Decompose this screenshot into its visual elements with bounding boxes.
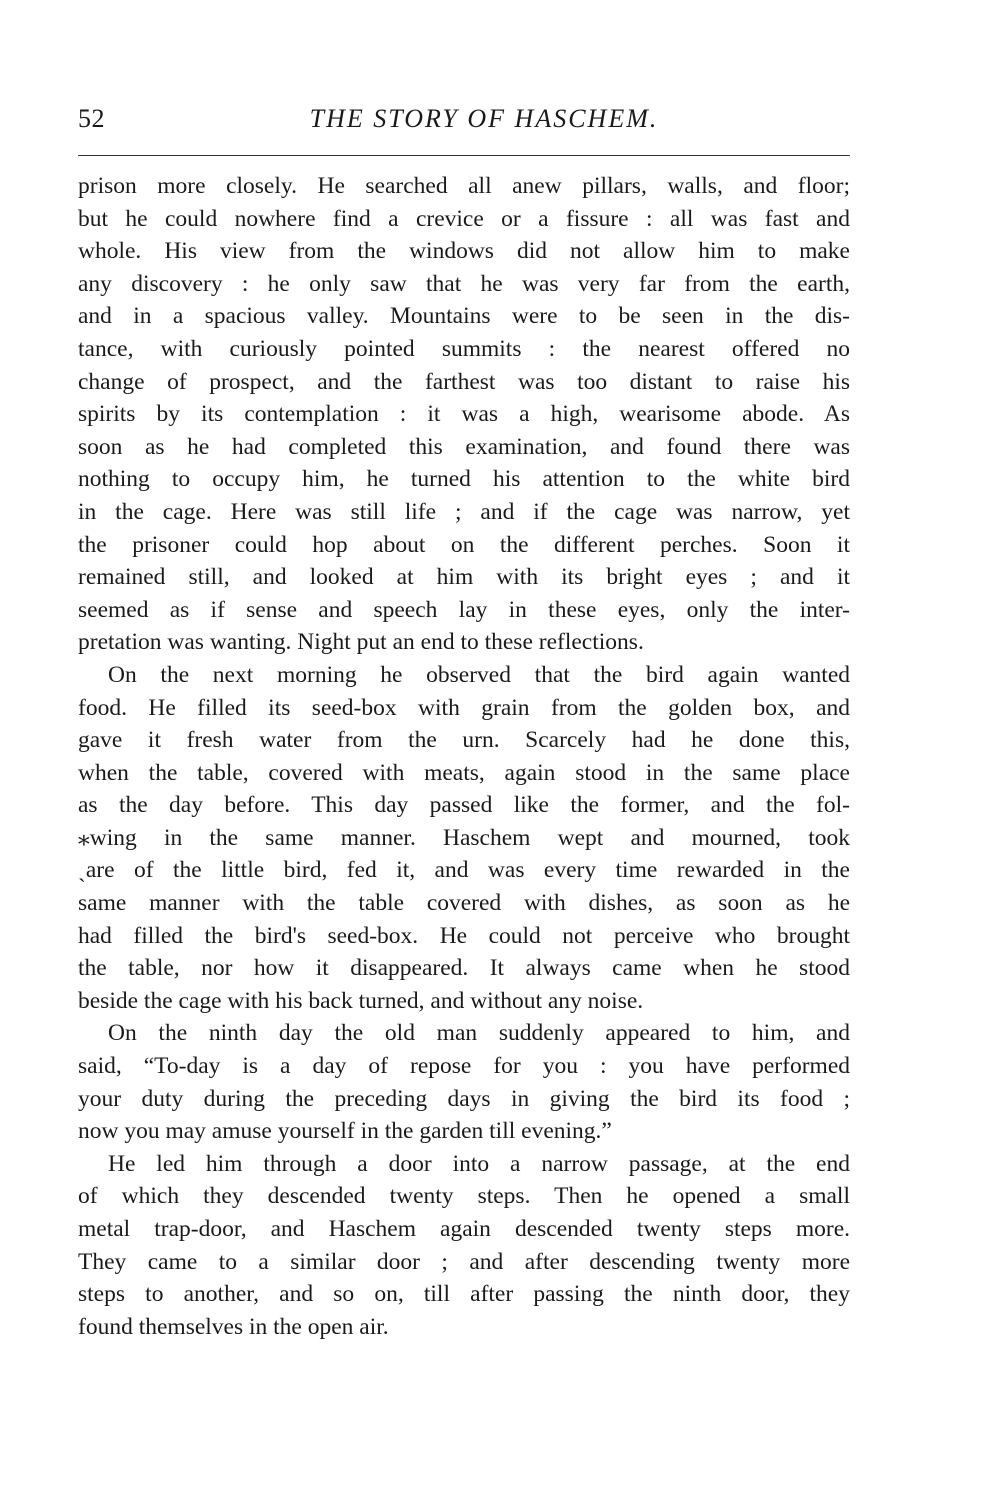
text-line: ⁎wing in the same manner. Haschem wept and mourned, took — [78, 824, 850, 851]
text-line: as the day before. This day passed like the former, and the fol- — [78, 792, 850, 819]
page-header — [78, 100, 850, 140]
text-line: remained still, and looked at him with its bright eyes ; and it — [78, 564, 850, 591]
body-text — [78, 170, 850, 1343]
text-line: prison more closely. He searched all anew pillars, walls, and floor; — [78, 173, 850, 199]
text-line: change of prospect, and the farthest was too distant to raise his — [78, 368, 850, 395]
page-number: 52 — [78, 104, 105, 133]
text-line: He led him through a door into a narrow passage, at the end — [108, 1150, 850, 1177]
text-line: food. He filled its seed-box with grain from the golden box, and — [78, 694, 850, 721]
text-line: beside the cage with his back turned, and without any noise. — [78, 987, 644, 1014]
text-line: seemed as if sense and speech lay in these eyes, only the inter- — [78, 596, 850, 623]
text-line: ˎare of the little bird, fed it, and was every time rewarded in the — [78, 857, 850, 884]
running-title: THE STORY OF HASCHEM. — [309, 104, 659, 133]
text-line: said, “To-day is a day of repose for you : you have performed — [78, 1053, 850, 1080]
text-line: but he could nowhere find a crevice or a fissure : all was fast and — [78, 205, 850, 232]
text-line: tance, with curiously pointed summits : the nearest offered no — [78, 335, 850, 362]
text-line: gave it fresh water from the urn. Scarcely had he done this, — [78, 727, 850, 754]
text-line: soon as he had completed this examination, and found there was — [78, 433, 850, 460]
text-line: had filled the bird's seed-box. He could not perceive who brought — [78, 922, 850, 949]
text-line: On the ninth day the old man suddenly appeared to him, and — [108, 1020, 850, 1047]
text-line: and in a spacious valley. Mountains were to be seen in the dis- — [78, 303, 850, 330]
text-line: metal trap-door, and Haschem again descended twenty steps more. — [78, 1216, 850, 1242]
text-line: They came to a similar door ; and after descending twenty more — [78, 1248, 850, 1275]
header-rule — [78, 155, 850, 156]
text-line: when the table, covered with meats, again stood in the same place — [78, 759, 850, 786]
text-line: spirits by its contemplation : it was a high, wearisome abode. As — [78, 401, 850, 428]
text-line: nothing to occupy him, he turned his attention to the white bird — [78, 466, 850, 493]
text-line: in the cage. Here was still life ; and if the cage was narrow, yet — [78, 498, 850, 525]
text-line: the prisoner could hop about on the different perches. Soon it — [78, 531, 850, 558]
text-line: your duty during the preceding days in giving the bird its food ; — [78, 1085, 850, 1112]
text-line: same manner with the table covered with dishes, as soon as he — [78, 890, 850, 917]
text-line: pretation was wanting. Night put an end to these reflections. — [78, 629, 644, 656]
text-line: the table, nor how it disappeared. It always came when he stood — [78, 955, 850, 982]
text-line: any discovery : he only saw that he was very far from the earth, — [78, 270, 850, 297]
text-line: now you may amuse yourself in the garden till evening.” — [78, 1118, 612, 1145]
text-line: whole. His view from the windows did not allow him to make — [78, 238, 850, 265]
text-line: found themselves in the open air. — [78, 1313, 389, 1340]
text-line: of which they descended twenty steps. Then he opened a small — [78, 1183, 850, 1210]
text-line: steps to another, and so on, till after passing the ninth door, they — [78, 1281, 850, 1308]
text-line: On the next morning he observed that the bird again wanted — [108, 661, 850, 688]
